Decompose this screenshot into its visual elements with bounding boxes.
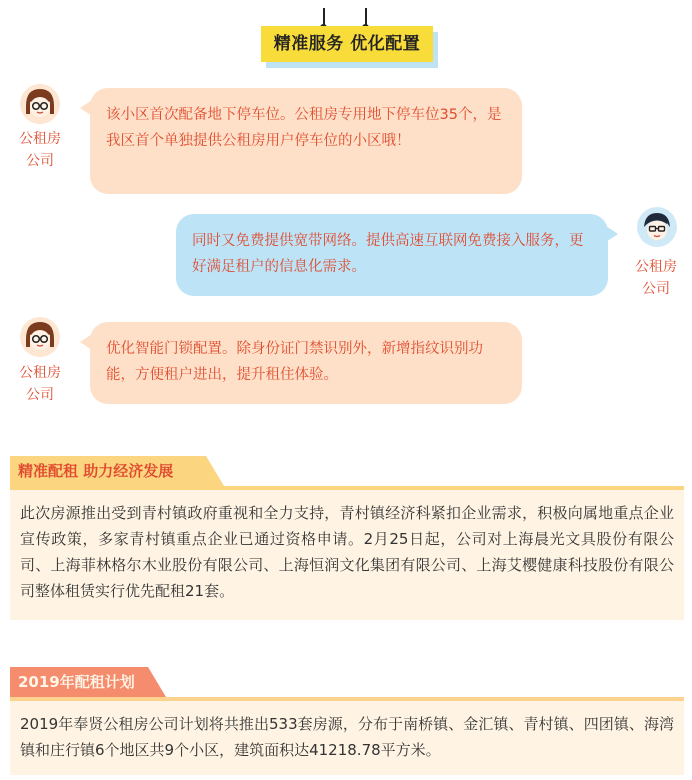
section-tab-corner — [206, 456, 224, 486]
section-body-plan — [10, 697, 684, 775]
chat-bubble-broadband — [176, 214, 608, 296]
speaker-name-line1: 公租房 — [19, 365, 61, 381]
speaker-name-line1: 公租房 — [19, 131, 61, 147]
speaker-name-line2: 公司 — [26, 387, 54, 403]
female-avatar-icon — [20, 84, 60, 124]
chat-bubble-parking — [90, 88, 522, 194]
section-title-text: 2019年配租计划 — [18, 673, 135, 691]
section-body-allocation — [10, 486, 684, 620]
header-sign — [0, 0, 692, 72]
female-avatar-icon — [20, 317, 60, 357]
speaker-name — [10, 128, 70, 172]
section-body-text: 2019年奉贤公租房公司计划将共推出533套房源，分布于南桥镇、金汇镇、青村镇、四团镇、海湾镇和庄行镇6个地区共9个小区，建筑面积达41218.78平方米。 — [20, 715, 674, 759]
section-title-text: 精准配租 助力经济发展 — [18, 462, 174, 480]
section-title-allocation — [10, 456, 206, 486]
chat-text: 优化智能门锁配置。除身份证门禁识别外，新增指纹识别功能，方便租户进出，提升租住体验。 — [106, 341, 483, 383]
male-avatar-icon — [637, 207, 677, 247]
chat-bubble-smart-lock — [90, 322, 522, 404]
speaker-name — [10, 362, 70, 406]
speaker-name-line2: 公司 — [26, 153, 54, 169]
section-tab-corner — [148, 667, 166, 697]
chat-text: 同时又免费提供宽带网络。提供高速互联网免费接入服务，更好满足租户的信息化需求。 — [192, 233, 584, 275]
speaker-name-line1: 公租房 — [635, 259, 677, 275]
section-body-text: 此次房源推出受到青村镇政府重视和全力支持，青村镇经济科紧扣企业需求，积极向属地重点企业宣传政策，多家青村镇重点企业已通过资格申请。2月25日起，公司对上海晨光文具股份有限公司、上海菲林格尔木业股份有限公司、上海恒润文化集团有限公司、上海艾樱健康科技股份有限公司整体租赁实行优先配租21套。 — [20, 504, 674, 600]
speaker-name-line2: 公司 — [642, 281, 670, 297]
header-title: 精准服务 优化配置 — [261, 26, 433, 62]
chat-text: 该小区首次配备地下停车位。公租房专用地下停车位35个，是我区首个单独提供公租房用户停车位的小区哦！ — [106, 107, 502, 149]
section-title-plan — [10, 667, 148, 697]
speaker-name — [626, 256, 686, 300]
